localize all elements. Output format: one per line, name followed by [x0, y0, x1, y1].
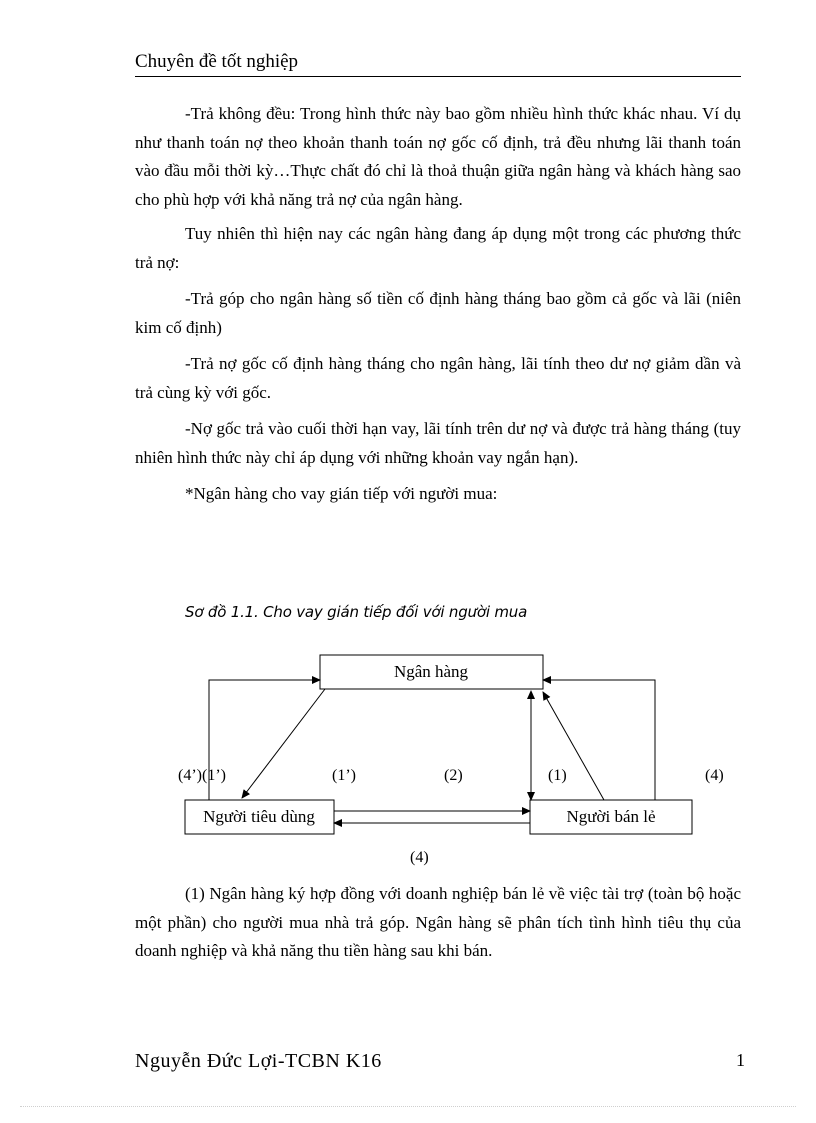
diagram-caption: Sơ đồ 1.1. Cho vay gián tiếp đối với người mua	[185, 603, 528, 621]
paragraph-3: -Trả góp cho ngân hàng số tiền cố định hàng tháng bao gồm cả gốc và lãi (niên kim cố định)	[135, 289, 741, 337]
page-number: 1	[736, 1050, 745, 1070]
paragraph-4: -Trả nợ gốc cố định hàng tháng cho ngân hàng, lãi tính theo dư nợ giảm dần và trả cùng kỳ với gốc.	[135, 354, 741, 402]
paragraph-5: -Nợ gốc trả vào cuối thời hạn vay, lãi tính trên dư nợ và được trả hàng tháng (tuy nhiên hình thức này chỉ áp dụng với những khoản vay ngắn hạn).	[135, 419, 741, 467]
retailer-label: Người bán lẻ	[566, 807, 656, 826]
label-4-bottom: (4)	[410, 849, 429, 866]
label-4prime-1prime: (4’)(1’)	[178, 767, 226, 784]
paragraph-7: (1) Ngân hàng ký hợp đồng với doanh nghiệp bán lẻ về việc tài trợ (toàn bộ hoặc một phần) cho người mua nhà trả góp. Ngân hàng sẽ phân tích tình hình tiêu thụ của doanh nghiệp và khả năng thu tiền hàng sau khi bán.	[135, 884, 741, 960]
bank-label: Ngân hàng	[393, 662, 469, 681]
paragraph-2: Tuy nhiên thì hiện nay các ngân hàng đang áp dụng một trong các phương thức trả nợ:	[135, 224, 741, 272]
paragraph-6: *Ngân hàng cho vay gián tiếp với người mua:	[185, 484, 498, 503]
consumer-label: Người tiêu dùng	[203, 807, 315, 826]
footer-author: Nguyễn Đức Lợi-TCBN K16	[135, 1050, 382, 1072]
label-1: (1)	[548, 767, 567, 784]
arrow-1prime	[242, 689, 325, 798]
paragraph-1: -Trả không đều: Trong hình thức này bao gồm nhiều hình thức khác nhau. Ví dụ như thanh toán nợ theo khoản thanh toán nợ gốc cố định, trả đều nhưng lãi thanh toán vào đầu mỗi thời kỳ…Thực chất đó chỉ là thoả thuận giữa ngân hàng và khách hàng sao cho phù hợp với khả năng trả nợ của ngân hàng.	[135, 104, 741, 209]
label-1prime: (1’)	[332, 767, 356, 784]
header-title: Chuyên đề tốt nghiệp	[135, 51, 299, 72]
page-edge-rule	[20, 1106, 796, 1107]
bottom-text	[135, 880, 741, 966]
label-2: (2)	[444, 767, 463, 784]
label-4-right: (4)	[705, 767, 724, 784]
